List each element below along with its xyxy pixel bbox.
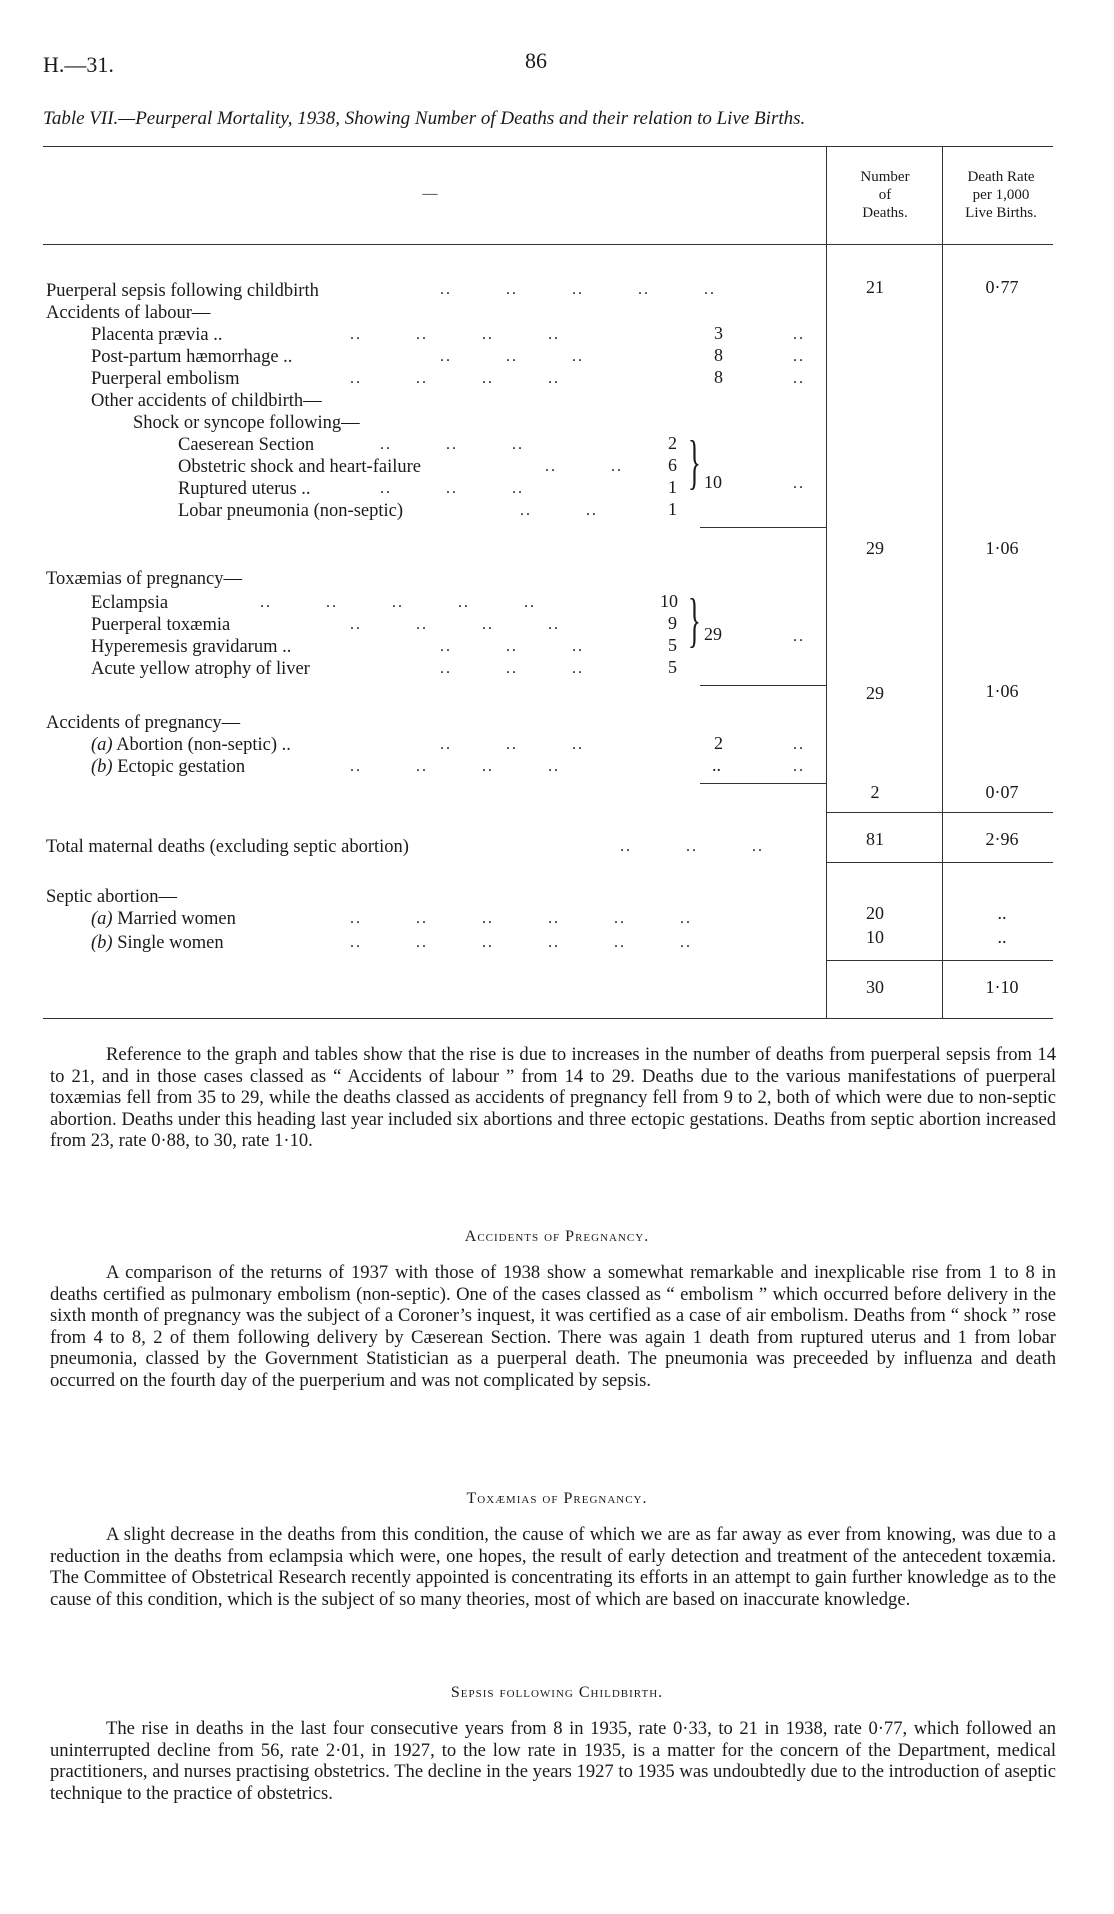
rate-total: 2·96	[985, 829, 1019, 849]
row-other-accidents: Other accidents of childbirth—	[91, 391, 322, 411]
table-title: Table VII.—Peurperal Mortality, 1938, Showing Number of Deaths and their relation to Live Births.	[43, 108, 806, 129]
stub-header: —	[422, 186, 438, 202]
paragraph-sepsis	[50, 1718, 1056, 1804]
heading-toxaemias-of-pregnancy: Toxæmias of Pregnancy.	[466, 1490, 648, 1507]
brace-toxaemia-group: }	[687, 587, 701, 653]
row-hyperemesis: Hyperemesis gravidarum ..	[91, 637, 292, 657]
rate-septic-total: 1·10	[985, 977, 1019, 997]
leader-dots: .. .. .. .. ..	[260, 594, 536, 611]
header-number-of-deaths	[830, 168, 940, 222]
brace-shock-group: }	[687, 429, 701, 495]
leader-dots: .. .. .. .. .. ..	[350, 934, 692, 951]
header-line: Deaths.	[862, 205, 908, 221]
row-placenta-praevia: Placenta prævia ..	[91, 325, 223, 345]
value-eclampsia: 10	[660, 591, 678, 611]
leader-dots: ..	[793, 736, 805, 753]
leader-dots: .. .. ..	[440, 660, 584, 677]
subtotal-toxaemia-group: 29	[704, 624, 722, 644]
paragraph-text: A slight decrease in the deaths from this condition, the cause of which we are as far away as ever from knowing, was due to a reduction in the deaths from eclampsia which were, one hopes, the result of early detection and treatment of the antecedent toxæmia. The Committee of Obstetrical Research recently appointed is concentrating its efforts in an attempt to gain further knowledge as to the cause of this condition, which is the subject of so many theories, most of which are based on inaccurate knowledge.	[50, 1524, 1056, 1610]
row-post-partum-haemorrhage: Post-partum hæmorrhage ..	[91, 347, 293, 367]
value-obstetric-shock: 6	[668, 455, 677, 475]
header-line: per 1,000	[972, 187, 1030, 203]
header-line: Number	[860, 169, 910, 185]
rate-accidents-pregnancy: 0·07	[985, 782, 1019, 802]
subtotal-rule	[700, 783, 826, 784]
value-caeserean: 2	[668, 433, 677, 453]
header-death-rate	[946, 168, 1056, 222]
deaths-married: 20	[866, 903, 884, 923]
row-married-women	[91, 908, 236, 930]
leader-dots: ..	[793, 370, 805, 387]
label-single: Single women	[117, 933, 224, 953]
row-obstetric-shock: Obstetric shock and heart-failure	[178, 457, 421, 477]
deaths-accidents-labour: 29	[866, 538, 884, 558]
heading-accidents-of-pregnancy: Accidents of Pregnancy.	[464, 1228, 650, 1245]
table-header-rule	[43, 244, 1053, 245]
row-toxaemias: Toxæmias of pregnancy—	[46, 569, 242, 589]
row-single-women	[91, 932, 224, 954]
value-ectopic: ..	[712, 755, 721, 775]
leader-dots: .. .. .. .. ..	[440, 281, 716, 298]
marker-a: (a)	[91, 735, 113, 755]
value-placenta-praevia: 3	[714, 323, 723, 343]
document-series-code: H.—31.	[43, 52, 114, 77]
rate-sepsis: 0·77	[985, 277, 1019, 297]
deaths-single: 10	[866, 927, 884, 947]
deaths-accidents-pregnancy: 2	[870, 782, 880, 802]
deaths-toxaemias: 29	[866, 683, 884, 703]
marker-b: (b)	[91, 757, 113, 777]
rule-above-septic-total	[826, 960, 1053, 961]
leader-dots: .. .. ..	[440, 736, 584, 753]
leader-dots: ..	[793, 758, 805, 775]
row-lobar-pneumonia: Lobar pneumonia (non-septic)	[178, 501, 404, 521]
rule-below-total	[826, 862, 1053, 863]
value-embolism: 8	[714, 367, 723, 387]
table-bottom-rule	[43, 1018, 1053, 1019]
leader-dots: .. .. .. ..	[350, 616, 560, 633]
leader-dots: .. .. .. ..	[350, 370, 560, 387]
leader-dots: .. .. ..	[380, 480, 524, 497]
leader-dots: ..	[793, 475, 805, 492]
header-line: of	[878, 187, 892, 203]
deaths-sepsis: 21	[866, 277, 884, 297]
paragraph-toxaemias	[50, 1524, 1056, 1610]
header-line: Live Births.	[965, 205, 1037, 221]
rate-toxaemias: 1·06	[985, 681, 1019, 701]
leader-dots: ..	[793, 628, 805, 645]
paragraph-text: A comparison of the returns of 1937 with those of 1938 show a somewhat remarkable and inexplicable rise from 1 to 8 in deaths certified as pulmonary embolism (non-septic). One of the cases classed as “ embolism ” which occurred before delivery in the sixth month of pregnancy was the subject of a Coroner’s inquest, it was certified as a case of air embolism. Deaths from “ shock ” rose from 4 to 8, 2 of them following delivery by Cæserean Section. There was again 1 death from ruptured uterus and 1 from lobar pneumonia, classed by the Government Statistician as a puerperal death. The pneumonia was preceeded by influenza and death occurred on the fourth day of the puerperium and was not complicated by sepsis.	[50, 1262, 1056, 1391]
leader-dots: .. .. .. ..	[350, 326, 560, 343]
paragraph-accidents-of-pregnancy	[50, 1262, 1056, 1391]
page-number: 86	[525, 48, 547, 73]
value-hyperemesis: 5	[668, 635, 677, 655]
row-caeserean-section: Caeserean Section	[178, 435, 315, 455]
heading-sepsis-following-childbirth: Sepsis following Childbirth.	[450, 1684, 664, 1701]
label-ectopic: Ectopic gestation	[117, 757, 246, 777]
leader-dots: .. .. .. ..	[350, 758, 560, 775]
deaths-septic-total: 30	[866, 977, 884, 997]
row-ectopic-gestation	[91, 756, 245, 778]
row-abortion-non-septic	[91, 734, 291, 756]
label-abortion: Abortion (non-septic) ..	[116, 735, 291, 755]
row-total-maternal-deaths: Total maternal deaths (excluding septic abortion)	[46, 837, 409, 857]
row-septic-abortion: Septic abortion—	[46, 887, 178, 907]
leader-dots: .. ..	[520, 502, 598, 519]
leader-dots: .. .. .. .. .. ..	[350, 910, 692, 927]
rate-single: ..	[997, 927, 1007, 947]
paragraph-reference-to-graph	[50, 1044, 1056, 1152]
value-post-partum: 8	[714, 345, 723, 365]
value-puerperal-toxaemia: 9	[668, 613, 677, 633]
value-abortion-non-septic: 2	[714, 733, 723, 753]
rule-above-total	[826, 812, 1053, 813]
table-top-rule	[43, 146, 1053, 147]
row-shock-syncope: Shock or syncope following—	[133, 413, 360, 433]
leader-dots: .. .. ..	[380, 436, 524, 453]
row-ruptured-uterus: Ruptured uterus ..	[178, 479, 311, 499]
paragraph-text: The rise in deaths in the last four consecutive years from 8 in 1935, rate 0·33, to 21 in 1938, rate 0·77, which followed an uninterrupted decline from 56, rate 2·01, in 1927, to the low rate in 1935, is a matter for the concern of the Department, medical practitioners, and nurses practising obstetrics. The decline in the years 1927 to 1935 was undoubtedly due to the introduction of aseptic technique to the practice of obstetrics.	[50, 1718, 1056, 1804]
rate-accidents-labour: 1·06	[985, 538, 1019, 558]
marker-b: (b)	[91, 933, 113, 953]
leader-dots: .. ..	[545, 458, 623, 475]
subtotal-rule	[700, 685, 826, 686]
row-accidents-of-pregnancy: Accidents of pregnancy—	[46, 713, 241, 733]
row-acute-yellow-atrophy: Acute yellow atrophy of liver	[91, 659, 310, 679]
leader-dots: .. .. ..	[440, 638, 584, 655]
column-rule-deaths	[826, 146, 827, 1018]
marker-a: (a)	[91, 909, 113, 929]
leader-dots: ..	[793, 348, 805, 365]
row-puerperal-toxaemia: Puerperal toxæmia	[91, 615, 231, 635]
value-acute-yellow-atrophy: 5	[668, 657, 677, 677]
value-ruptured-uterus: 1	[668, 477, 677, 497]
row-puerperal-embolism: Puerperal embolism	[91, 369, 240, 389]
paragraph-text: Reference to the graph and tables show that the rise is due to increases in the number of deaths from puerperal sepsis from 14 to 21, and in those cases classed as “ Accidents of labour ” from 14 to 29. Deaths due to the various manifestations of puerperal toxæmias fell from 35 to 29, while the deaths classed as accidents of pregnancy fell from 9 to 2, both of which were due to non-septic abortion. Deaths under this heading last year included six abortions and three ectopic gestations. Deaths from septic abortion increased from 23, rate 0·88, to 30, rate 1·10.	[50, 1044, 1056, 1151]
row-accidents-of-labour: Accidents of labour—	[46, 303, 211, 323]
rate-married: ..	[997, 903, 1007, 923]
leader-dots: .. .. ..	[440, 348, 584, 365]
value-lobar-pneumonia: 1	[668, 499, 677, 519]
subtotal-rule	[700, 527, 826, 528]
leader-dots: .. .. ..	[620, 838, 764, 855]
row-puerperal-sepsis: Puerperal sepsis following childbirth	[46, 281, 319, 301]
label-married: Married women	[117, 909, 236, 929]
header-line: Death Rate	[967, 169, 1035, 185]
subtotal-shock-group: 10	[704, 472, 722, 492]
deaths-total: 81	[866, 829, 884, 849]
row-eclampsia: Eclampsia	[91, 593, 169, 613]
column-rule-rate	[942, 146, 943, 1018]
leader-dots: ..	[793, 326, 805, 343]
